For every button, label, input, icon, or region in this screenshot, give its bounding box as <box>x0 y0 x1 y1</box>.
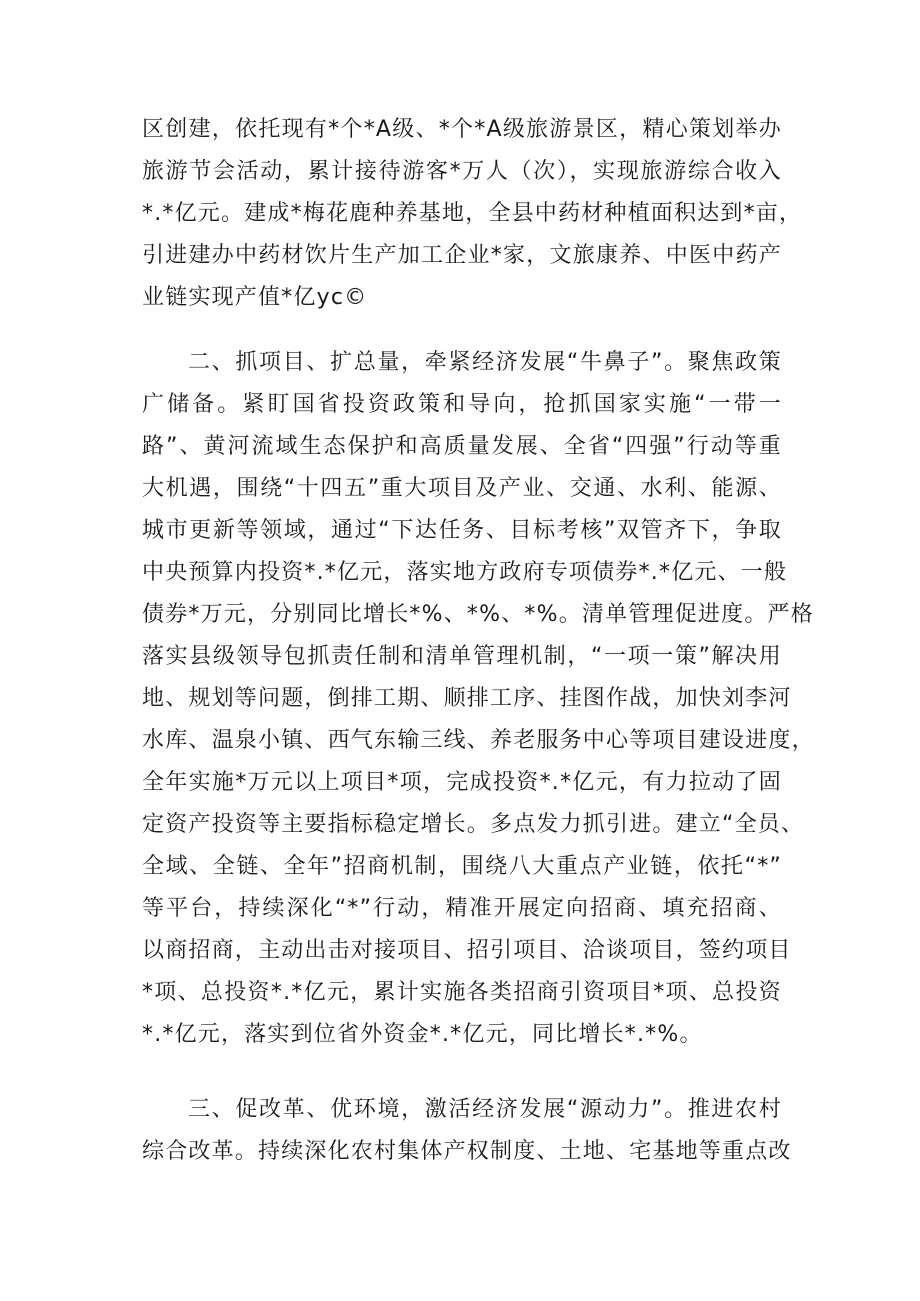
text-line: *.*亿元，落实到位省外资金*.*亿元，同比增长*.*%。 <box>142 1022 703 1047</box>
text-line: 业链实现产值*亿yc© <box>142 285 368 310</box>
text-line: 综合改革。持续深化农村集体产权制度、土地、宅基地等重点改 <box>142 1139 792 1164</box>
text-line: 落实县级领导包抓责任制和清单管理机制，“一项一策”解决用 <box>142 644 782 669</box>
paragraph-reform <box>142 1089 792 1173</box>
text-line: *.*亿元。建成*梅花鹿种养基地，全县中药材种植面积达到*亩， <box>142 201 803 226</box>
text-line: 全域、全链、全年”招商机制，围绕八大重点产业链，依托“*” <box>142 854 782 879</box>
text-line: 中央预算内投资*.*亿元，落实地方政府专项债券*.*亿元、一般 <box>142 560 788 585</box>
text-line: 水库、温泉小镇、西气东输三线、养老服务中心等项目建设进度， <box>142 728 815 753</box>
text-line: *项、总投资*.*亿元，累计实施各类招商引资项目*项、总投资 <box>142 980 782 1005</box>
text-line: 旅游节会活动，累计接待游客*万人（次），实现旅游综合收入 <box>142 159 782 184</box>
paragraph-tourism <box>142 109 803 319</box>
text-line: 定资产投资等主要指标稳定增长。多点发力抓引进。建立“全员、 <box>142 812 805 837</box>
text-line: 路”、黄河流域生态保护和高质量发展、全省“四强”行动等重 <box>142 434 782 459</box>
text-line: 大机遇，围绕“十四五”重大项目及产业、交通、水利、能源、 <box>142 476 782 501</box>
text-line: 广储备。紧盯国省投资政策和导向，抢抓国家实施“一带一 <box>142 392 782 417</box>
text-line: 城市更新等领域，通过“下达任务、目标考核”双管齐下，争取 <box>142 518 782 543</box>
text-line: 全年实施*万元以上项目*项，完成投资*.*亿元，有力拉动了固 <box>142 770 782 795</box>
text-line: 区创建，依托现有*个*A级、*个*A级旅游景区，精心策划举办 <box>142 117 782 142</box>
text-line: 等平台，持续深化“*”行动，精准开展定向招商、填充招商、 <box>142 896 782 921</box>
text-line: 引进建办中药材饮片生产加工企业*家，文旅康养、中医中药产 <box>142 243 782 268</box>
paragraph-projects <box>142 342 815 1056</box>
text-line: 地、规划等问题，倒排工期、顺排工序、挂图作战，加快刘李河 <box>142 686 792 711</box>
section-heading-line: 二、抓项目、扩总量，牵紧经济发展“牛鼻子”。聚焦政策 <box>188 350 782 375</box>
section-heading-line: 三、促改革、优环境，激活经济发展“源动力”。推进农村 <box>188 1097 782 1122</box>
text-line: 以商招商，主动出击对接项目、招引项目、洽谈项目，签约项目 <box>142 938 792 963</box>
text-line: 债券*万元，分别同比增长*%、*%、*%。清单管理促进度。严格 <box>142 602 814 627</box>
